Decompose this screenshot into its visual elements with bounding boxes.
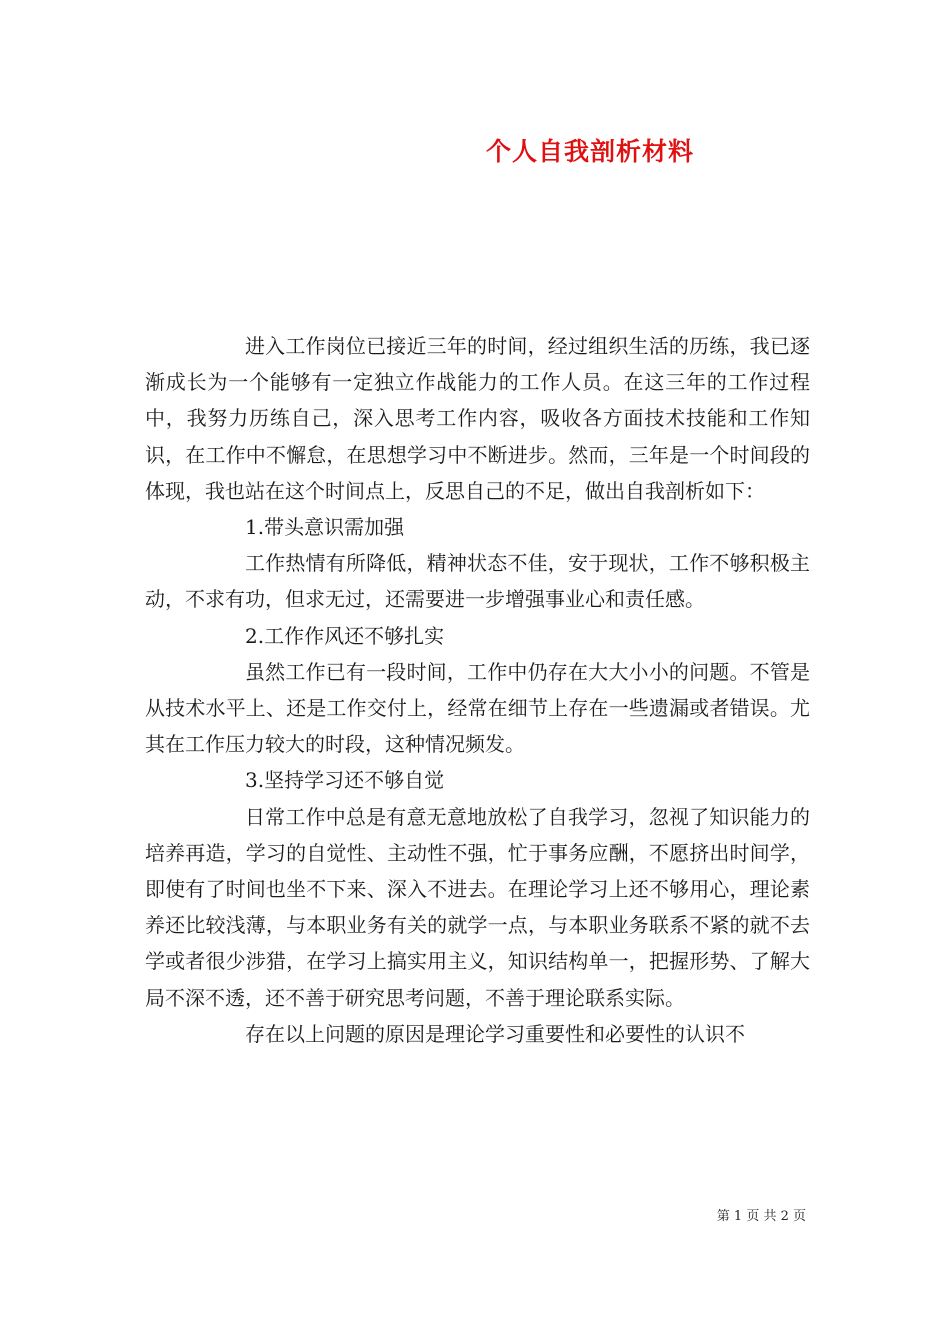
- intro-paragraph: 进入工作岗位已接近三年的时间，经过组织生活的历练，我已逐渐成长为一个能够有一定独立作战能力的工作人员。在这三年的工作过程中，我努力历练自己，深入思考工作内容，吸收各方面技术技能和工作知识，在工作中不懈怠，在思想学习中不断进步。然而，三年是一个时间段的体现，我也站在这个时间点上，反思自己的不足，做出自我剖析如下：: [145, 334, 810, 503]
- section-paragraph-3: 日常工作中总是有意无意地放松了自我学习，忽视了知识能力的培养再造，学习的自觉性、主动性不强，忙于事务应酬，不愿挤出时间学，即使有了时间也坐不下来、深入不进去。在理论学习上还不够用心，理论素养还比较浅薄，与本职业务有关的就学一点，与本职业务联系不紧的就不去学或者很少涉猎，在学习上搞实用主义，知识结构单一，把握形势、了解大局不深不透，还不善于研究思考问题，不善于理论联系实际。: [145, 804, 810, 1010]
- document-title: 个人自我剖析材料: [485, 137, 694, 166]
- section-heading-1: 1.带头意识需加强: [245, 515, 405, 540]
- page-number: 第 1 页 共 2 页: [716, 1209, 806, 1224]
- section-heading-2: 2.工作作风还不够扎实: [245, 623, 445, 648]
- section-heading-3: 3.坚持学习还不够自觉: [245, 768, 445, 793]
- section-paragraph-1: 工作热情有所降低，精神状态不佳，安于现状，工作不够积极主动，不求有功，但求无过，还需要进一步增强事业心和责任感。: [145, 551, 810, 612]
- section-paragraph-2: 虽然工作已有一段时间，工作中仍存在大大小小的问题。不管是从技术水平上、还是工作交付上，经常在细节上存在一些遗漏或者错误。尤其在工作压力较大的时段，这种情况频发。: [145, 659, 810, 757]
- cause-paragraph: 存在以上问题的原因是理论学习重要性和必要性的认识不: [245, 1021, 745, 1046]
- document-body: [145, 328, 810, 1052]
